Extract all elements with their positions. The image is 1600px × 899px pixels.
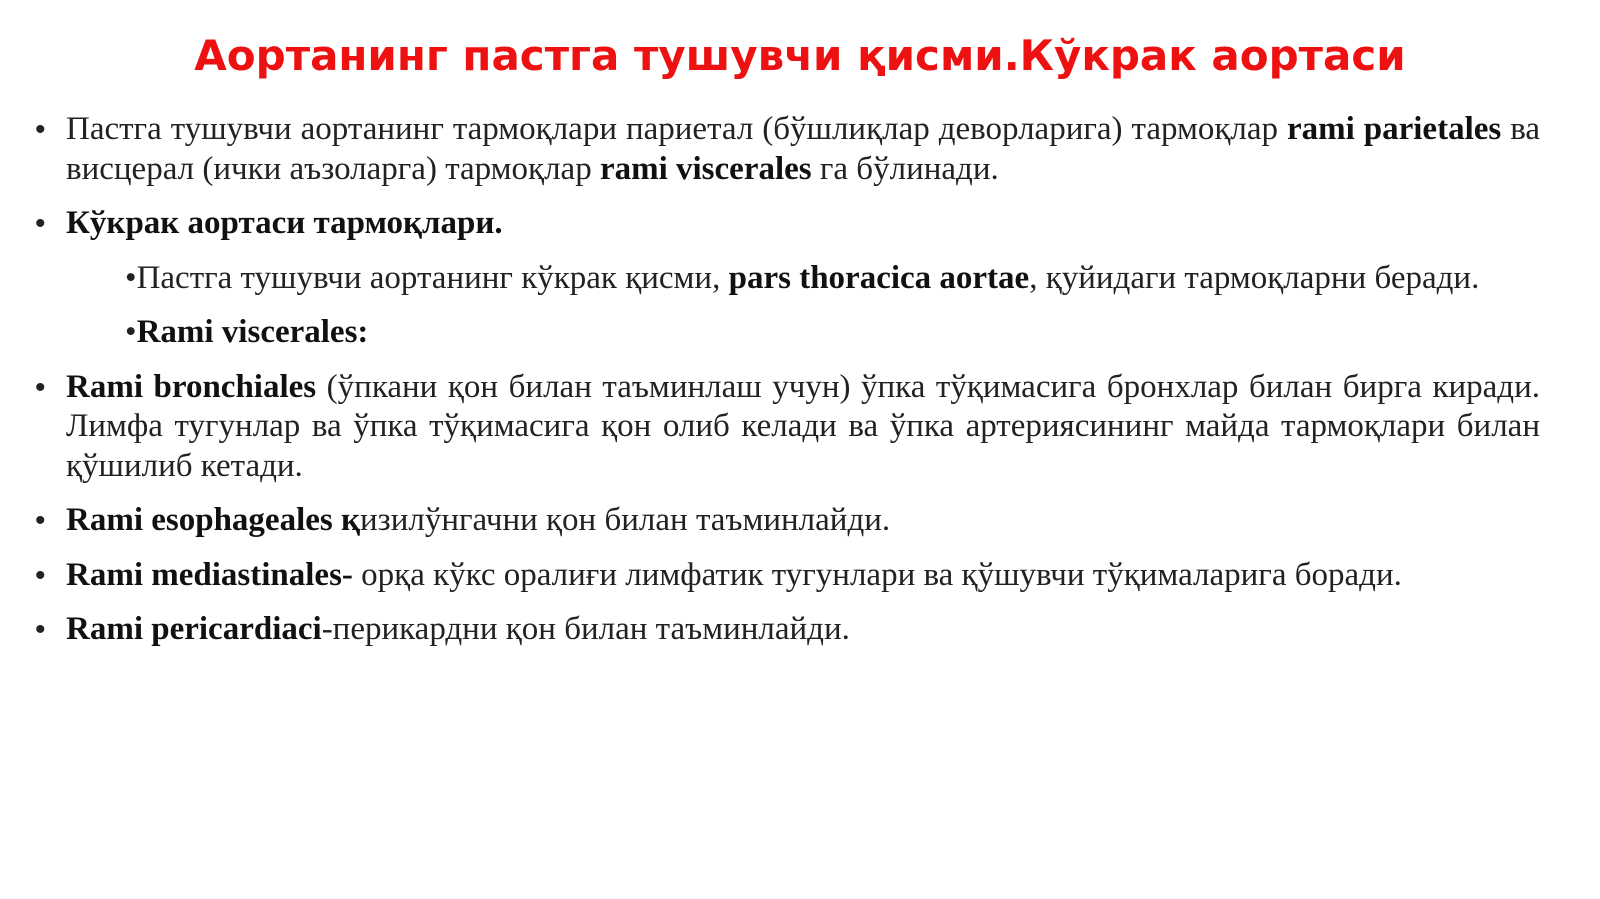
item-bold-text: Кўкрак аортаси тармоқлари. [66, 205, 503, 241]
sub-bullet: • [125, 314, 137, 350]
item-text: га бўлинади. [811, 150, 999, 187]
item-bold-text: Rami mediastinales- [66, 556, 353, 593]
item-bold-text: Rami viscerales: [136, 314, 369, 350]
item-bold-text: Rami pericardiaci [66, 611, 322, 647]
slide-title: Аортанинг пастга тушувчи қисми.Кўкрак аортаси [194, 31, 1406, 80]
item-bold-text: rami parietales [1286, 111, 1502, 147]
sub-list-item [35, 259, 1540, 299]
sub-list-item [35, 313, 1540, 353]
list-item [35, 610, 1540, 650]
list-item [35, 204, 1540, 244]
item-bold-text: rami viscerales [599, 150, 812, 187]
item-text: -перикардни қон билан таъминлайди. [321, 611, 850, 647]
item-bold-text: Rami bronchiales [66, 368, 317, 405]
bullet: • [35, 113, 46, 146]
item-text: орқа кўкс оралиғи лимфатик тугунлари ва қўшувчи тўқималарига боради. [352, 556, 1402, 593]
bullet: • [35, 613, 46, 646]
item-text: Пастга тушувчи аортанинг кўкрак қисми, [136, 259, 729, 296]
item-text: (ўпкани қон билан таъминлаш учун) ўпка тўқимасига бронхлар билан бирга киради. Лимфа тугунлар ва ўпка тўқимасига қон олиб келади ва ўпка артериясининг майда тармоқлари билан қўшилиб кетади. [66, 368, 1540, 484]
slide-body [35, 110, 1540, 665]
item-text: ва висцерал (ички аъзоларга) тармоқлар [66, 111, 1541, 187]
item-text: Пастга тушувчи аортанинг тармоқлари париетал (бўшлиқлар деворларига) тармоқлар [66, 111, 1287, 147]
list-item [35, 368, 1540, 487]
list-item [35, 501, 1540, 541]
bullet: • [35, 370, 46, 404]
bullet: • [35, 207, 46, 240]
list-item [35, 556, 1540, 596]
bullet: • [35, 504, 46, 537]
sub-bullet: • [125, 259, 137, 296]
bullet: • [35, 558, 46, 592]
list-item [35, 110, 1540, 189]
item-bold-text: Rami esophageales қ [66, 502, 361, 538]
item-text: , қуйидаги тармоқларни беради. [1029, 259, 1480, 296]
item-text: изилўнгачни қон билан таъминлайди. [360, 502, 891, 538]
item-bold-text: pars thoracica aortae [728, 259, 1030, 296]
